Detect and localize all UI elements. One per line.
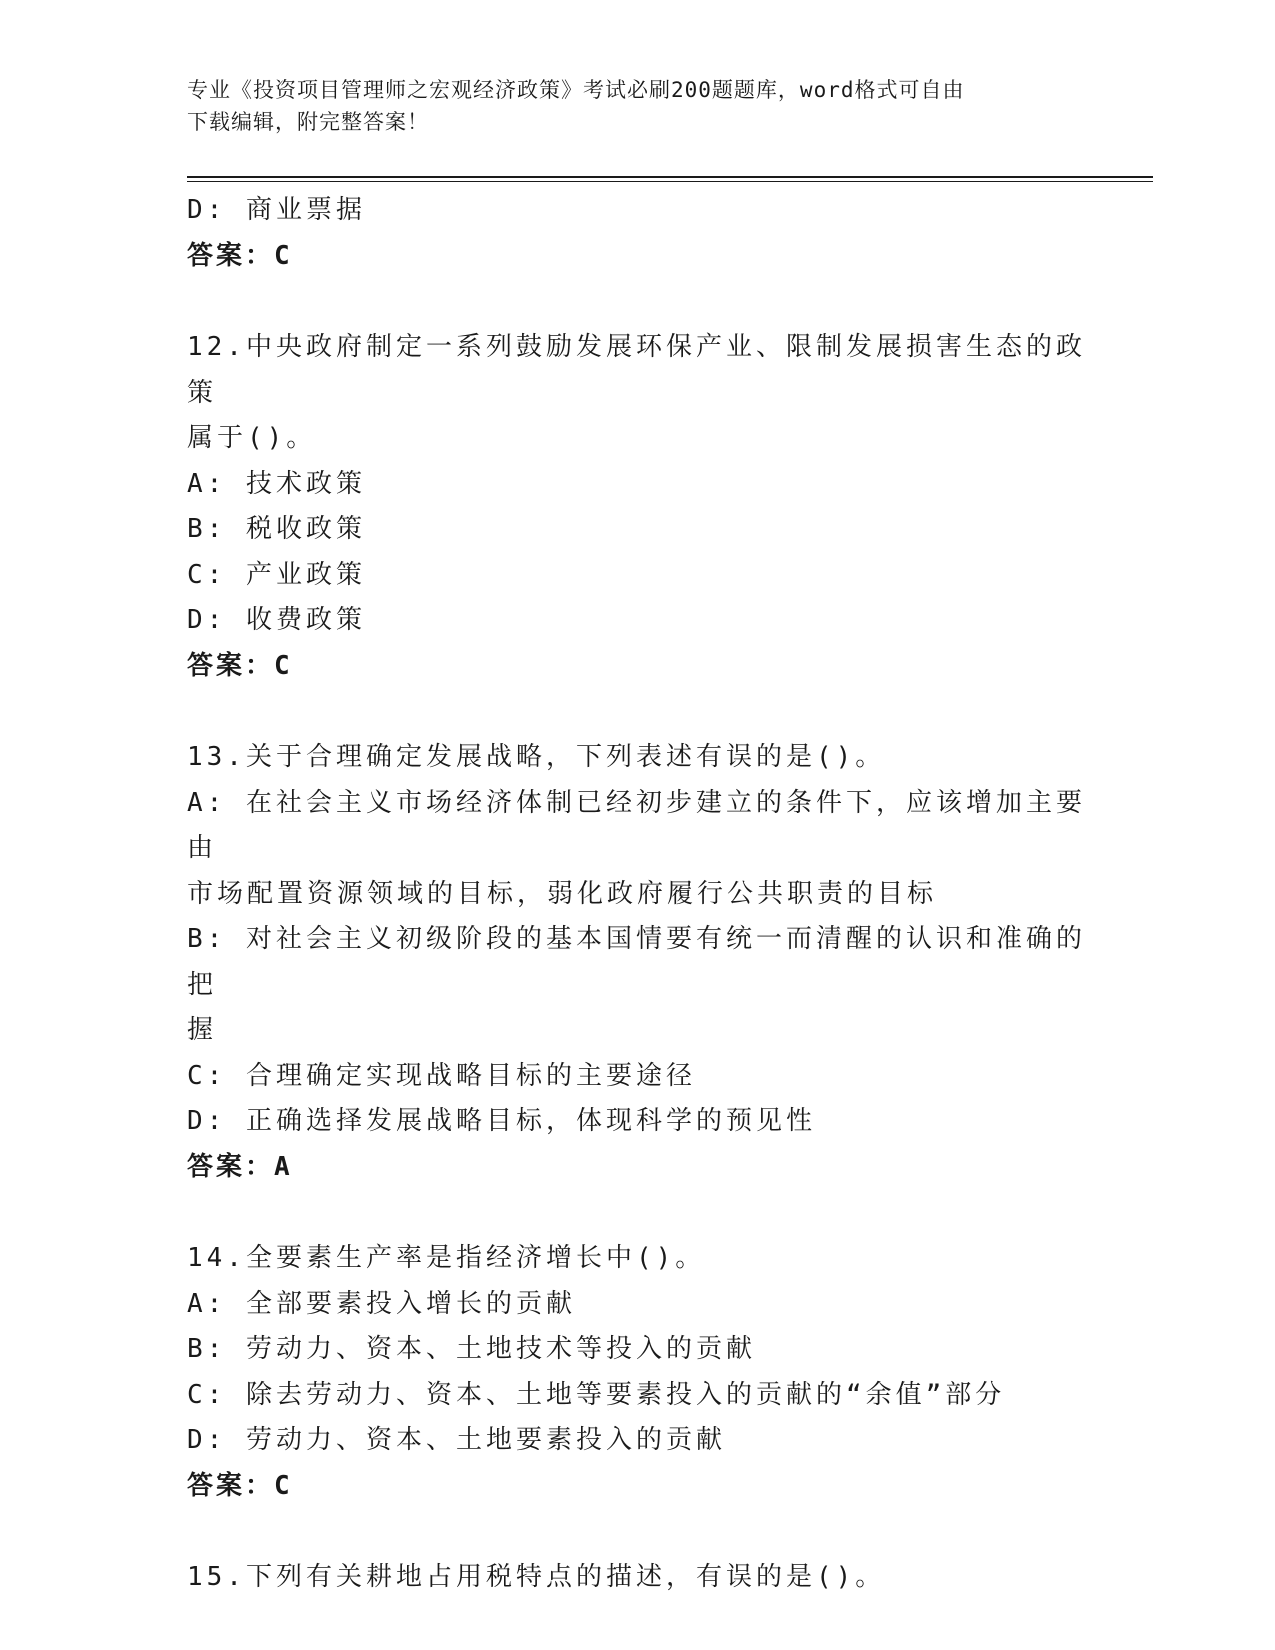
spacer bbox=[187, 1509, 1087, 1555]
option-a: A: 在社会主义市场经济体制已经初步建立的条件下，应该增加主要由 bbox=[187, 787, 1086, 863]
question-stem: 属于()。 bbox=[187, 423, 317, 453]
option-b-continued: 握 bbox=[187, 1015, 218, 1045]
question-13 bbox=[187, 735, 1087, 1190]
option-a: A: 技术政策 bbox=[187, 468, 366, 499]
question-stem: 12.中央政府制定一系列鼓励发展环保产业、限制发展损害生态的政策 bbox=[187, 332, 1086, 408]
option-b: B: 对社会主义初级阶段的基本国情要有统一而清醒的认识和准确的把 bbox=[187, 924, 1086, 1000]
option-c: C: 除去劳动力、资本、土地等要素投入的贡献的“余值”部分 bbox=[187, 1379, 1006, 1410]
spacer bbox=[187, 689, 1087, 735]
option-d: D: 劳动力、资本、土地要素投入的贡献 bbox=[187, 1425, 726, 1455]
option-a: A: 全部要素投入增长的贡献 bbox=[187, 1288, 576, 1319]
question-stem: 15.下列有关耕地占用税特点的描述，有误的是()。 bbox=[187, 1562, 886, 1592]
question-14 bbox=[187, 1236, 1087, 1509]
question-stem: 14.全要素生产率是指经济增长中()。 bbox=[187, 1243, 706, 1273]
answer: 答案：C bbox=[187, 1470, 293, 1501]
option-d: D: 收费政策 bbox=[187, 605, 366, 635]
option-c: C: 合理确定实现战略目标的主要途径 bbox=[187, 1060, 696, 1091]
question-15 bbox=[187, 1555, 1087, 1601]
spacer bbox=[187, 279, 1087, 325]
question-12 bbox=[187, 325, 1087, 689]
option-c: C: 产业政策 bbox=[187, 559, 366, 590]
header-divider-thick bbox=[187, 176, 1153, 178]
option-b: B: 劳动力、资本、土地技术等投入的贡献 bbox=[187, 1334, 756, 1364]
option-b: B: 税收政策 bbox=[187, 514, 366, 544]
option-d: D: 商业票据 bbox=[187, 195, 366, 225]
header-line-2: 下载编辑，附完整答案！ bbox=[187, 110, 429, 134]
document-body bbox=[187, 188, 1087, 1601]
header-divider-thin bbox=[187, 181, 1153, 182]
previous-question-tail bbox=[187, 188, 1087, 279]
option-a-continued: 市场配置资源领域的目标，弱化政府履行公共职责的目标 bbox=[187, 878, 938, 909]
option-d: D: 正确选择发展战略目标，体现科学的预见性 bbox=[187, 1106, 816, 1136]
document-header bbox=[187, 74, 1067, 138]
question-stem: 13.关于合理确定发展战略，下列表述有误的是()。 bbox=[187, 742, 886, 772]
answer: 答案：A bbox=[187, 1151, 293, 1182]
answer: 答案：C bbox=[187, 650, 293, 681]
header-line-1: 专业《投资项目管理师之宏观经济政策》考试必刷200题题库，word格式可自由 bbox=[187, 78, 965, 102]
answer: 答案：C bbox=[187, 240, 293, 271]
spacer bbox=[187, 1190, 1087, 1236]
